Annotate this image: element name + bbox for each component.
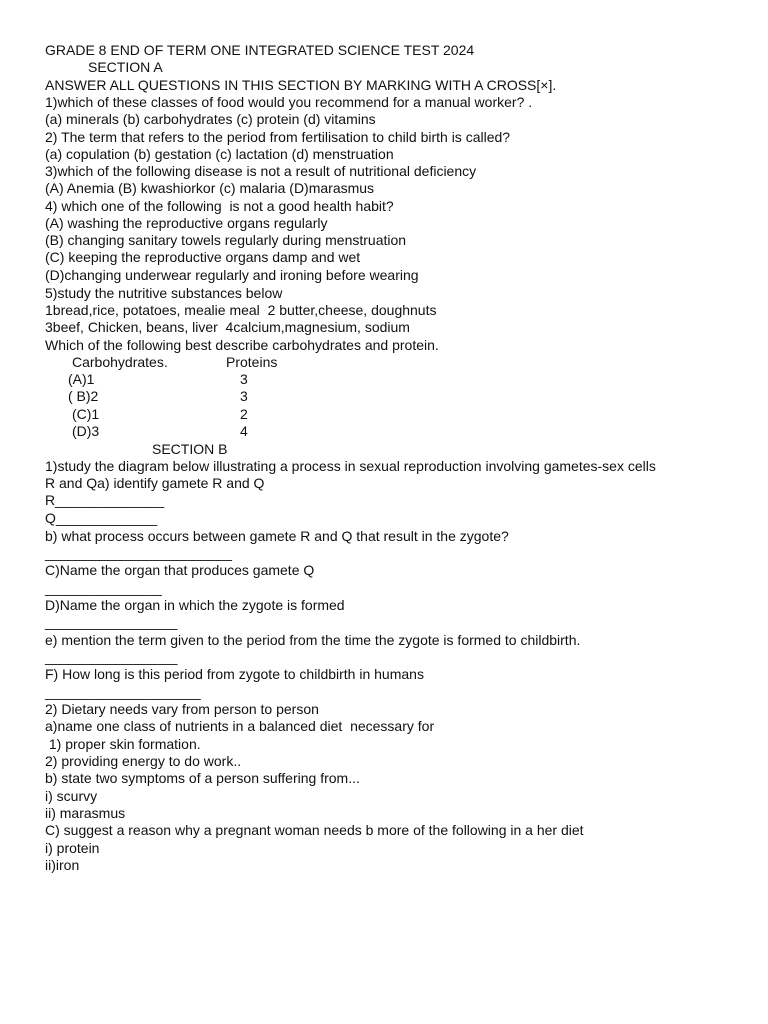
- answer-line-1c: _______________: [45, 580, 162, 596]
- question-5-list-line-1: 1bread,rice, potatoes, mealie meal 2 butter,cheese, doughnuts: [45, 302, 437, 318]
- question-5-list-line-2: 3beef, Chicken, beans, liver 4calcium,magnesium, sodium: [45, 319, 410, 335]
- question-2a-item-1: 1) proper skin formation.: [45, 736, 201, 752]
- answer-line-gamete-q: Q_____________: [45, 510, 158, 526]
- question-1e: e) mention the term given to the period from the time the zygote is formed to childbirth.: [45, 632, 581, 648]
- question-2-options: (a) copulation (b) gestation (c) lactation (d) menstruation: [45, 146, 394, 162]
- option-a-proteins: 3: [240, 371, 248, 387]
- question-3-options: (A) Anemia (B) kwashiorkor (c) malaria (D)marasmus: [45, 180, 375, 196]
- question-2b-item-2: ii) marasmus: [45, 805, 126, 821]
- option-c-proteins: 2: [240, 406, 248, 422]
- question-2a-item-2: 2) providing energy to do work..: [45, 753, 242, 769]
- proteins-column-header: Proteins: [226, 354, 278, 370]
- question-1-options: (a) minerals (b) carbohydrates (c) protein (d) vitamins: [45, 111, 376, 127]
- question-1: 1)which of these classes of food would you recommend for a manual worker? .: [45, 94, 533, 110]
- question-1f: F) How long is this period from zygote to childbirth in humans: [45, 666, 424, 682]
- question-2c-item-1: i) protein: [45, 840, 100, 856]
- option-b-proteins: 3: [240, 388, 248, 404]
- question-1b: b) what process occurs between gamete R and Q that result in the zygote?: [45, 528, 509, 544]
- question-1c: C)Name the organ that produces gamete Q: [45, 562, 315, 578]
- carbohydrates-column-header: Carbohydrates.: [72, 354, 168, 370]
- section-b-question-2: 2) Dietary needs vary from person to person: [45, 701, 319, 717]
- question-1a: R and Qa) identify gamete R and Q: [45, 475, 265, 491]
- section-b-question-1: 1)study the diagram below illustrating a process in sexual reproduction involving gametes-sex cells: [45, 458, 656, 474]
- question-4: 4) which one of the following is not a good health habit?: [45, 198, 394, 214]
- section-a-heading: SECTION A: [88, 59, 163, 75]
- option-c-carbohydrates: (C)1: [72, 406, 100, 422]
- question-2a: a)name one class of nutrients in a balanced diet necessary for: [45, 718, 435, 734]
- question-2c: C) suggest a reason why a pregnant woman needs b more of the following in a her diet: [45, 822, 584, 838]
- option-d-proteins: 4: [240, 423, 248, 439]
- question-5-prompt: Which of the following best describe carbohydrates and protein.: [45, 337, 439, 353]
- question-4-option-a: (A) washing the reproductive organs regularly: [45, 215, 328, 231]
- option-b-carbohydrates: ( B)2: [68, 388, 99, 404]
- section-a-instructions: ANSWER ALL QUESTIONS IN THIS SECTION BY MARKING WITH A CROSS[×].: [45, 77, 557, 93]
- question-4-option-b: (B) changing sanitary towels regularly during menstruation: [45, 232, 407, 248]
- answer-line-1e: _________________: [45, 649, 178, 665]
- answer-line-1b: ________________________: [45, 545, 232, 561]
- option-d-carbohydrates: (D)3: [72, 423, 100, 439]
- question-2b-item-1: i) scurvy: [45, 788, 98, 804]
- answer-line-1f: ____________________: [45, 684, 201, 700]
- question-2: 2) The term that refers to the period from fertilisation to child birth is called?: [45, 129, 511, 145]
- question-3: 3)which of the following disease is not a result of nutritional deficiency: [45, 163, 477, 179]
- test-title: GRADE 8 END OF TERM ONE INTEGRATED SCIENCE TEST 2024: [45, 42, 475, 58]
- question-2c-item-2: ii)iron: [45, 857, 80, 873]
- question-4-option-c: (C) keeping the reproductive organs damp and wet: [45, 249, 361, 265]
- section-b-heading: SECTION B: [152, 441, 228, 457]
- question-1d: D)Name the organ in which the zygote is formed: [45, 597, 345, 613]
- question-5: 5)study the nutritive substances below: [45, 285, 283, 301]
- question-2b: b) state two symptoms of a person suffering from...: [45, 770, 360, 786]
- question-4-option-d: (D)changing underwear regularly and ironing before wearing: [45, 267, 419, 283]
- option-a-carbohydrates: (A)1: [68, 371, 95, 387]
- answer-line-1d: _________________: [45, 614, 178, 630]
- answer-line-gamete-r: R______________: [45, 492, 165, 508]
